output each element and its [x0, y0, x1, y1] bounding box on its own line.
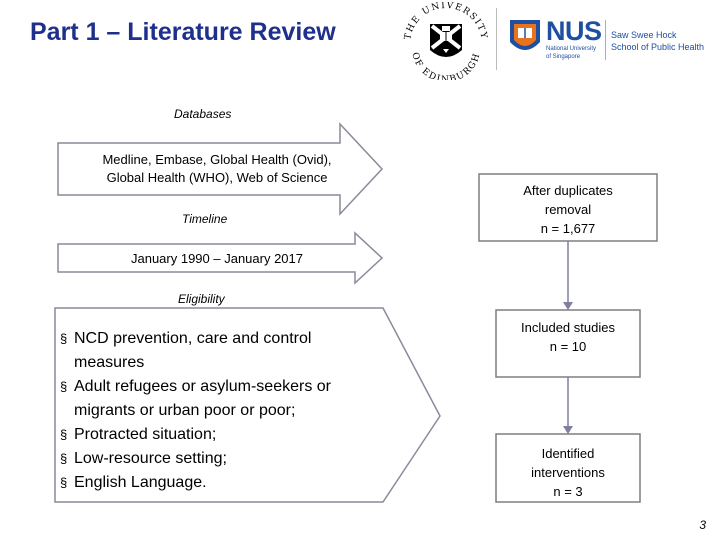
- eligibility-item: § Protracted situation;: [60, 423, 390, 447]
- timeline-arrow-text: January 1990 – January 2017: [130, 251, 303, 266]
- edinburgh-logo-bottom-text: OF EDINBURGH: [409, 51, 483, 80]
- included-line-1: Included studies: [521, 320, 615, 335]
- duplicates-count: n = 1,677: [540, 221, 596, 236]
- edinburgh-logo-top-text: THE UNIVERSITY: [403, 2, 489, 41]
- duplicates-box-text: [479, 181, 657, 238]
- nus-full-name-line2: of Singapore: [546, 54, 581, 60]
- timeline-label: Timeline: [182, 212, 228, 226]
- eligibility-list: [60, 327, 390, 495]
- duplicates-line-1: After duplicates: [523, 183, 613, 198]
- identified-count: n = 3: [553, 484, 583, 499]
- slide-title: Part 1 – Literature Review: [30, 18, 336, 46]
- school-name-line2: School of Public Health: [611, 42, 705, 52]
- eligibility-item-continuation: migrants or urban poor or poor;: [74, 402, 296, 419]
- school-name-line1: Saw Swee Hock: [611, 30, 677, 40]
- eligibility-item-continuation: measures: [74, 354, 145, 371]
- databases-label: Databases: [174, 107, 232, 121]
- nus-full-name-line1: National University: [546, 46, 597, 52]
- identified-line-2: interventions: [531, 465, 605, 480]
- eligibility-label: Eligibility: [178, 292, 225, 306]
- eligibility-item: § NCD prevention, care and control: [60, 327, 390, 351]
- nus-short-name: NUS: [546, 16, 602, 46]
- connector-arrowhead-2: [563, 426, 573, 434]
- databases-line-2: Global Health (WHO), Web of Science: [106, 170, 328, 185]
- eligibility-item: § Adult refugees or asylum-seekers or: [60, 375, 390, 399]
- databases-line-1: Medline, Embase, Global Health (Ovid),: [102, 152, 332, 167]
- eligibility-item: § English Language.: [60, 471, 390, 495]
- included-box-text: [496, 318, 640, 356]
- identified-line-1: Identified: [541, 446, 595, 461]
- page-number: 3: [699, 518, 706, 532]
- eligibility-item: § Low-resource setting;: [60, 447, 390, 471]
- databases-arrow-text: [62, 151, 372, 187]
- identified-box-text: [496, 444, 640, 501]
- connector-arrowhead-1: [563, 302, 573, 310]
- included-count: n = 10: [549, 339, 587, 354]
- duplicates-line-2: removal: [544, 202, 592, 217]
